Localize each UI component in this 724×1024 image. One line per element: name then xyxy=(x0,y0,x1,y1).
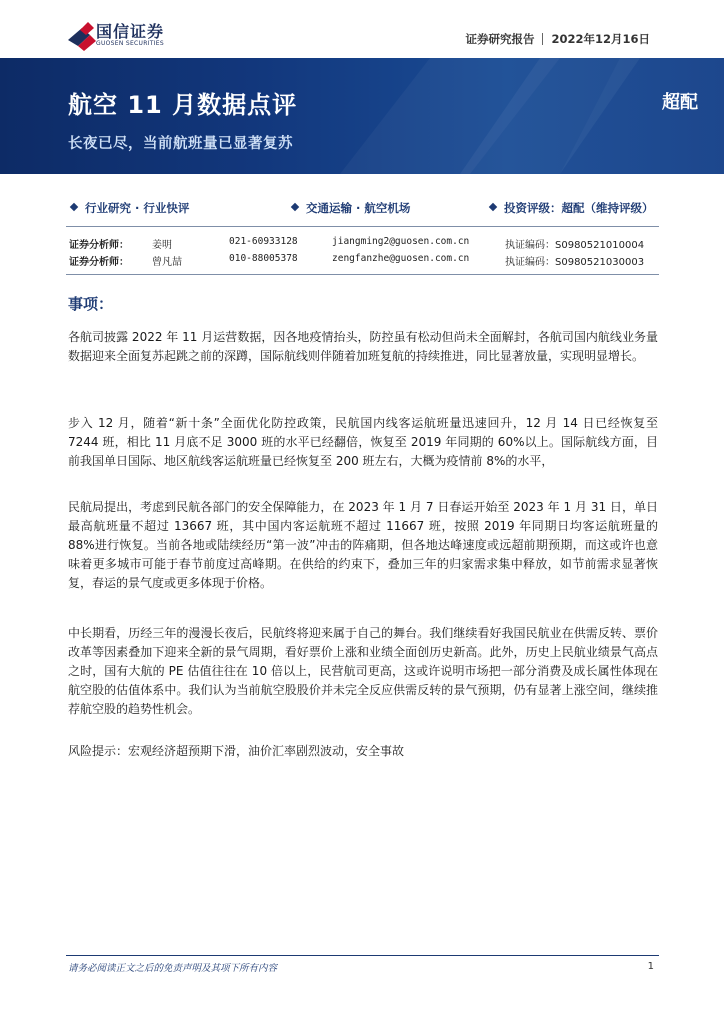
report-title: 航空 11 月数据点评 xyxy=(68,91,298,119)
analyst-email[interactable]: zengfanzhe@guosen.com.cn xyxy=(332,253,470,264)
brand-name: 国信证券 xyxy=(96,22,165,41)
report-meta xyxy=(465,31,650,47)
divider xyxy=(66,226,659,227)
diamond-icon xyxy=(489,203,497,211)
tag-industry: 行业研究 · 行业快评 xyxy=(71,200,189,216)
tag-rating: 投资评级：超配（维持评级） xyxy=(490,200,654,216)
analyst-cert: 执证编码：S0980521030003 xyxy=(505,257,645,268)
report-date: 2022年12月16日 xyxy=(551,32,650,46)
tag-sector: 交通运输 · 航空机场 xyxy=(292,200,410,216)
analyst-role: 证券分析师： xyxy=(69,240,129,251)
analyst-phone: 010-88005378 xyxy=(229,253,298,264)
footer-divider xyxy=(66,955,659,956)
body-paragraph: 中长期看，历经三年的漫漫长夜后，民航终将迎来属于自己的舞台。我们继续看好我国民航业在供需反转、票价改革等因素叠加下迎来全新的景气周期，看好票价上涨和业绩全面创历史新高。此外，历史上民航业绩景气高点之时，国有大航的 PE 估值往往在 10 倍以上，民营航司更高，这或许说明市场把一部分消费及成长属性体现在航空股的估值体系中。我们认为当前航空股股价并未完全反应供需反转的景气预期，仍有显著上涨空间，继续推荐航空股的趋势性机会。 xyxy=(68,626,658,716)
divider xyxy=(66,274,659,275)
report-subtitle: 长夜已尽，当前航班量已显著复苏 xyxy=(68,136,293,152)
rating-badge: 超配 xyxy=(662,92,698,113)
report-type: 证券研究报告 xyxy=(465,32,535,46)
meta-separator xyxy=(542,33,543,45)
analyst-name: 姜明 xyxy=(152,240,172,251)
analyst-name: 曾凡喆 xyxy=(152,257,182,268)
body-paragraph: 各航司披露 2022 年 11 月运营数据，因各地疫情抬头，防控虽有松动但尚未全面解封，各航司国内航线业务量数据迎来全面复苏起跳之前的深蹲，国际航线则伴随着加班复航的持续推进，同比显著放量，实现明显增长。 xyxy=(68,330,658,363)
section-title: 事项： xyxy=(68,295,114,313)
title-banner xyxy=(0,58,724,174)
analyst-role: 证券分析师： xyxy=(69,257,129,268)
analyst-email[interactable]: jiangming2@guosen.com.cn xyxy=(332,236,470,247)
body-paragraph: 民航局提出，考虑到民航各部门的安全保障能力，在 2023 年 1 月 7 日春运开始至 2023 年 1 月 31 日，单日最高航班量不超过 13667 班，其中国内客运航班不超过 11667 班，按照 2019 年同期日均客运航班量的 88%进行恢复。当前各地或陆续经历“第一波”冲击的阵痛期，但各地达峰速度或远超前期预期，而这或许也意味着更多城市可能于春节前度过高峰期。在供给的约束下，叠加三年的归家需求集中释放，如节前需求显著恢复，春运的景气度或更多体现于价格。 xyxy=(68,500,658,590)
page-header xyxy=(0,0,724,58)
page-number: 1 xyxy=(647,961,654,972)
body-paragraph: 步入 12 月，随着“新十条”全面优化防控政策，民航国内线客运航班量迅速回升，12 月 14 日已经恢复至 7244 班，相比 11 月底不足 3000 班的水平已经翻倍，恢复至 2019 年同期的 60%以上。国际航线方面，目前我国单日国际、地区航线客运航班量已经恢复至 200 班左右，大概为疫情前 8%的水平， xyxy=(68,416,658,468)
disclaimer-link[interactable]: 请务必阅读正文之后的免责声明及其项下所有内容 xyxy=(68,963,278,974)
diamond-icon xyxy=(291,203,299,211)
analyst-cert: 执证编码：S0980521010004 xyxy=(505,240,645,251)
brand-name-en: GUOSEN SECURITIES xyxy=(96,40,165,47)
analyst-phone: 021-60933128 xyxy=(229,236,298,247)
diamond-icon xyxy=(70,203,78,211)
risk-warning: 风险提示：宏观经济超预期下滑，油价汇率剧烈波动，安全事故 xyxy=(68,744,405,758)
